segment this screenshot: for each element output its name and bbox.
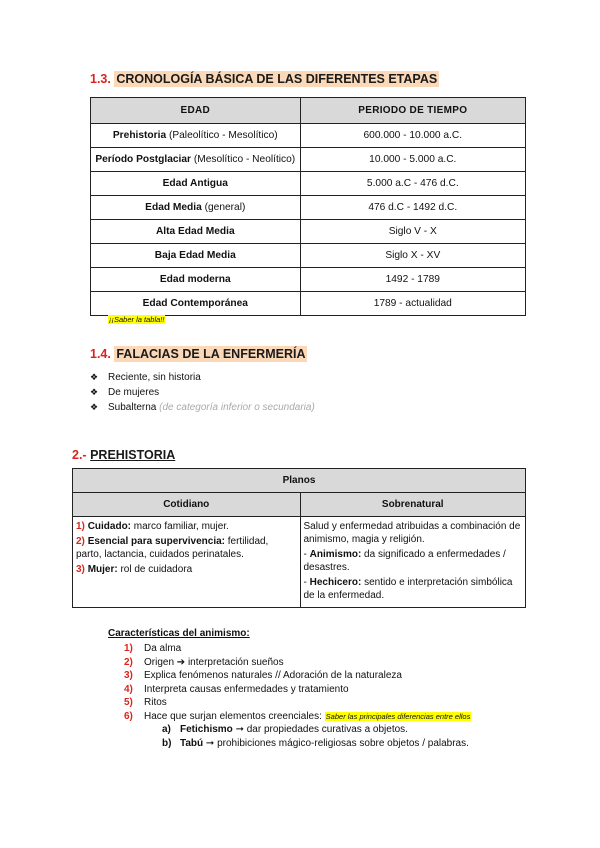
item-text: Da alma — [144, 643, 182, 654]
edad-name: Edad Contemporánea — [142, 298, 248, 309]
item-text: marco familiar, mujer. — [131, 521, 229, 532]
section-number: 1.3. — [90, 72, 111, 86]
item-number: 1) — [124, 643, 133, 654]
item-text: Ritos — [144, 697, 167, 708]
header-sobrenatural: Sobrenatural — [300, 493, 526, 517]
animismo-list — [124, 642, 471, 750]
edad-cell — [91, 148, 301, 172]
animismo-title: Características del animismo: — [108, 628, 250, 639]
diamond-bullet-icon: ❖ — [90, 372, 99, 382]
item-text: fertilidad, parto, lactancia, cuidados perinatales. — [76, 536, 269, 560]
header-edad: EDAD — [91, 98, 301, 124]
section-title: FALACIAS DE LA ENFERMERÍA — [116, 347, 306, 361]
item-text: sentido e interpretación simbólica de la enfermedad. — [303, 577, 513, 601]
table-row — [91, 268, 526, 292]
sub-list-item — [124, 723, 471, 737]
header-periodo: PERIODO DE TIEMPO — [300, 98, 525, 124]
period-cell: Siglo X - XV — [300, 244, 525, 268]
item-text: Interpreta causas enfermedades y tratamiento — [144, 683, 349, 695]
edad-cell — [91, 244, 301, 268]
table-row — [91, 172, 526, 196]
edad-cell — [91, 196, 301, 220]
item-text: Explica fenómenos naturales // Adoración de la naturaleza — [144, 670, 402, 681]
planos-table — [72, 468, 526, 608]
list-item — [124, 710, 471, 724]
cotidiano-item — [76, 535, 297, 561]
list-item-text: De mujeres — [108, 387, 160, 398]
list-item — [90, 385, 315, 400]
edad-name: Edad Media — [145, 202, 202, 213]
section-1-4-heading — [90, 347, 307, 361]
list-item-text: Reciente, sin historia — [108, 372, 201, 383]
list-item-text: Subalterna — [108, 402, 157, 413]
edad-cell — [91, 292, 301, 316]
list-item — [90, 400, 315, 415]
sub-letter: b) — [162, 737, 172, 749]
period-cell: 5.000 a.C - 476 d.C. — [300, 172, 525, 196]
sub-list-item — [124, 737, 471, 751]
planos-title: Planos — [73, 469, 526, 493]
edad-detail: (general) — [201, 202, 246, 213]
list-item — [124, 656, 471, 670]
item-text: Hace que surjan elementos creenciales: — [144, 710, 322, 722]
sobrenatural-intro: Salud y enfermedad atribuidas a combinación de animismo, magia y religión. — [303, 521, 521, 545]
table-row — [91, 124, 526, 148]
falacias-list — [90, 370, 315, 415]
item-number: 4) — [124, 683, 133, 695]
edad-cell — [91, 172, 301, 196]
edad-detail: (Mesolítico - Neolítico) — [191, 154, 296, 165]
table-note: ¡¡Saber la tabla!! — [109, 315, 165, 324]
edad-name: Período Postglaciar — [95, 154, 192, 165]
section-number: 2.- — [72, 448, 87, 462]
item-number: 2) — [76, 536, 85, 547]
sub-letter: a) — [162, 724, 171, 735]
item-number: 1) — [76, 521, 85, 532]
highlight-note: Saber las principales diferencias entre ellos — [325, 711, 471, 721]
list-item — [124, 642, 471, 656]
diamond-bullet-icon: ❖ — [90, 402, 99, 412]
sub-text: ➞ prohibiciones mágico-religiosas sobre objetos / palabras. — [203, 737, 469, 749]
cotidiano-item — [76, 563, 297, 576]
period-cell: 10.000 - 5.000 a.C. — [300, 148, 525, 172]
item-term: Animismo: — [309, 549, 362, 560]
table-title-row — [73, 469, 526, 493]
list-item — [90, 370, 315, 385]
item-text: rol de cuidadora — [117, 564, 193, 575]
table-header-row — [73, 493, 526, 517]
section-2-heading — [72, 448, 175, 462]
sub-text: ➞ dar propiedades curativas a objetos. — [232, 724, 408, 735]
edad-name: Alta Edad Media — [155, 226, 235, 237]
item-number: 3) — [124, 670, 133, 681]
period-cell: 600.000 - 10.000 a.C. — [300, 124, 525, 148]
item-term: Cuidado: — [87, 521, 132, 532]
table-row — [91, 220, 526, 244]
section-1-3-heading — [90, 72, 439, 86]
sobrenatural-cell — [300, 517, 526, 608]
item-number: 6) — [124, 710, 133, 722]
period-cell: 476 d.C - 1492 d.C. — [300, 196, 525, 220]
edad-cell — [91, 124, 301, 148]
header-cotidiano: Cotidiano — [73, 493, 301, 517]
edad-cell — [91, 220, 301, 244]
table-row — [91, 292, 526, 316]
item-term: Esencial para supervivencia: — [87, 536, 225, 547]
edad-cell — [91, 268, 301, 292]
sobrenatural-item: - Hechicero: sentido e interpretación simbólica de la enfermedad. — [303, 577, 513, 601]
item-term: Mujer: — [87, 564, 118, 575]
period-cell: 1789 - actualidad — [300, 292, 525, 316]
table-row — [91, 148, 526, 172]
edad-detail: (Paleolítico - Mesolítico) — [166, 130, 278, 141]
table-header-row — [91, 98, 526, 124]
edad-name: Prehistoria — [112, 130, 167, 141]
section-number: 1.4. — [90, 347, 111, 361]
cotidiano-cell — [73, 517, 301, 608]
diamond-bullet-icon: ❖ — [90, 387, 99, 397]
edad-name: Baja Edad Media — [154, 250, 236, 261]
sub-term: Fetichismo — [180, 724, 233, 735]
item-number: 2) — [124, 656, 133, 668]
edad-name: Edad Antigua — [162, 178, 228, 189]
list-item — [124, 683, 471, 697]
section-title: CRONOLOGÍA BÁSICA DE LAS DIFERENTES ETAPAS — [116, 72, 438, 86]
table-row — [91, 196, 526, 220]
item-text: da significado a enfermedades / desastres. — [303, 549, 506, 573]
item-term: Hechicero: — [309, 577, 362, 588]
sobrenatural-item: - Animismo: da significado a enfermedades / desastres. — [303, 549, 506, 573]
edad-name: Edad moderna — [159, 274, 231, 285]
item-number: 5) — [124, 697, 133, 708]
sub-term: Tabú — [180, 737, 204, 749]
cotidiano-item — [76, 520, 297, 533]
period-cell: Siglo V - X — [300, 220, 525, 244]
item-text: Origen ➔ interpretación sueños — [144, 656, 284, 668]
section-title: PREHISTORIA — [90, 448, 176, 462]
item-number: 3) — [76, 564, 85, 575]
list-item — [124, 696, 471, 710]
list-item-note: (de categoría inferior o secundaria) — [159, 402, 315, 413]
table-row — [73, 517, 526, 608]
period-cell: 1492 - 1789 — [300, 268, 525, 292]
list-item — [124, 669, 471, 683]
chronology-table — [90, 97, 526, 316]
table-row — [91, 244, 526, 268]
